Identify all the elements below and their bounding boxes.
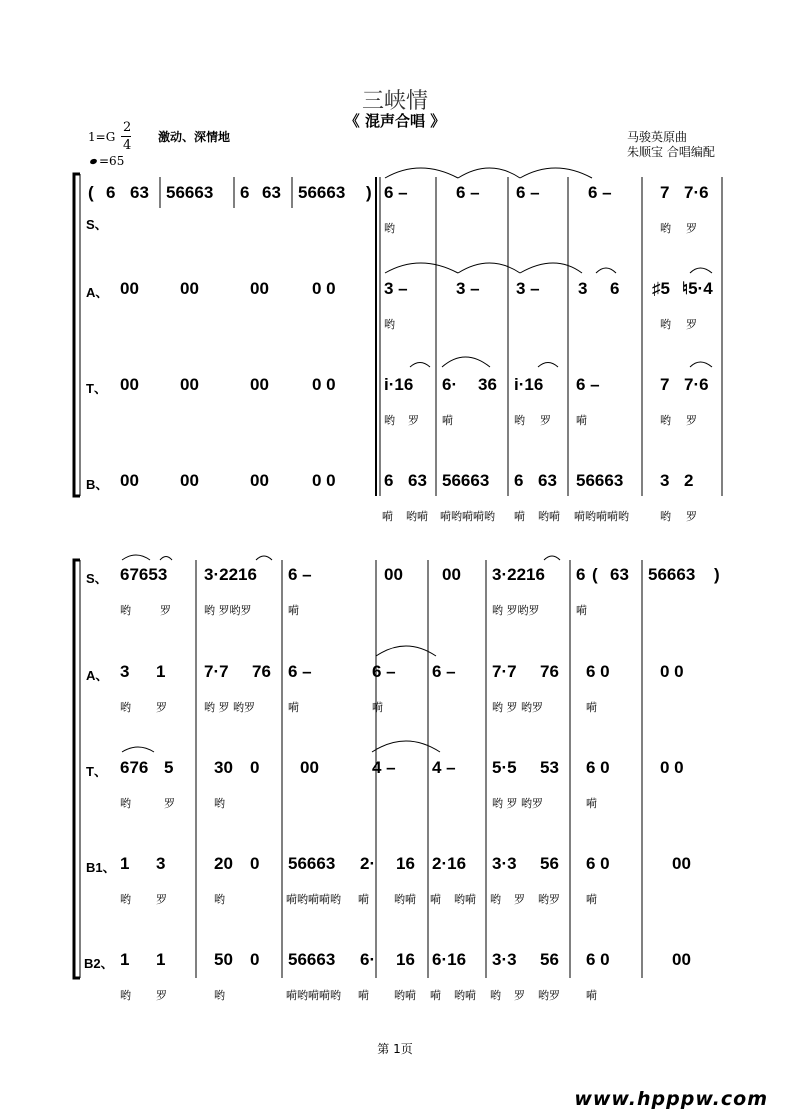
voice-label-bass: B、 (86, 477, 109, 492)
note: 6 – (576, 375, 600, 394)
note: 56663 (288, 950, 336, 969)
voice-label-soprano: S、 (86, 217, 108, 232)
note: 6 (240, 183, 250, 202)
lyric: 哟嗬 (454, 893, 476, 906)
note: 0 (250, 950, 260, 969)
note: 6· (360, 950, 376, 969)
composer-credit: 马骏英原曲 (627, 130, 688, 144)
lyric: 嗬 (586, 893, 597, 906)
lyric: 罗 (164, 797, 175, 810)
voice-label-bass2: B2、 (84, 956, 114, 971)
note: 1 (156, 662, 166, 681)
lyric: 哟嗬 (406, 510, 428, 523)
note: 0 0 (312, 375, 336, 394)
voice-label-tenor: T、 (86, 764, 107, 779)
lyric: 嗬哟嗬嗬哟 (286, 989, 341, 1002)
note: 7·6 (684, 375, 709, 394)
note: 6 (576, 565, 586, 584)
note: 6 (384, 471, 394, 490)
lyric: 哟 (660, 510, 671, 523)
lyric: 嗬 (586, 989, 597, 1002)
note: i·16 (384, 375, 414, 394)
lyric: 哟 罗 哟罗 (204, 701, 255, 714)
page-number: 第 1页 (377, 1042, 413, 1056)
note: 3 – (516, 279, 540, 298)
voice-label-alto: A、 (86, 285, 109, 300)
note: 00 (120, 375, 139, 394)
lyric: 嗬哟嗬嗬哟 (440, 510, 495, 523)
lyric: 哟 (384, 414, 395, 427)
paren-close: ) (714, 565, 720, 584)
lyric: 哟嗬 (394, 989, 416, 1002)
lyric: 罗 (686, 222, 697, 235)
note: 00 (672, 950, 691, 969)
note: 2· (360, 854, 376, 873)
score-subtitle: 《 混声合唱 》 (344, 112, 446, 130)
lyric: 哟 (120, 701, 131, 714)
note: 6 – (432, 662, 456, 681)
note: i·16 (514, 375, 544, 394)
note: 0 0 (660, 662, 684, 681)
note: 16 (396, 854, 415, 873)
lyric: 罗 (156, 893, 167, 906)
lyric: 哟 罗哟罗 (204, 604, 252, 617)
lyric: 嗬 (430, 893, 441, 906)
time-signature-top: 2 (123, 120, 132, 135)
note: 00 (180, 471, 199, 490)
note: 36 (478, 375, 497, 394)
note: 00 (442, 565, 461, 584)
lyric: 罗 (514, 989, 525, 1002)
score-title: 三峡情 (361, 89, 428, 114)
lyric: 嗬 (514, 510, 525, 523)
note: 00 (384, 565, 403, 584)
note: 1 (120, 950, 130, 969)
lyric: 哟 (490, 893, 501, 906)
lyric: 罗 (408, 414, 419, 427)
note: 4 – (432, 758, 456, 777)
lyric: 嗬 (442, 414, 453, 427)
lyric: 嗬 (372, 701, 383, 714)
note: 00 (300, 758, 319, 777)
note: 63 (130, 183, 149, 202)
note: 76 (252, 662, 271, 681)
lyric: 罗 (686, 414, 697, 427)
note: 56663 (298, 183, 346, 202)
lyric: 罗 (540, 414, 551, 427)
lyric: 哟罗 (538, 893, 560, 906)
lyric: 哟 (660, 222, 671, 235)
lyric: 哟 (214, 893, 225, 906)
note: 3·2216 (204, 565, 257, 584)
paren-close: ) (366, 183, 372, 202)
note: 7·7 (492, 662, 517, 681)
note: 63 (408, 471, 427, 490)
lyric: 嗬 (358, 893, 369, 906)
note: 0 (250, 758, 260, 777)
expression-marking: 激动、深情地 (158, 130, 231, 144)
note: 56663 (576, 471, 624, 490)
lyric: 罗 (514, 893, 525, 906)
lyric: 嗬 (288, 701, 299, 714)
note: 2 (684, 471, 694, 490)
note: 3·2216 (492, 565, 545, 584)
note: 16 (396, 950, 415, 969)
lyric: 嗬 (586, 701, 597, 714)
note: 1 (156, 950, 166, 969)
note: 3 – (456, 279, 480, 298)
lyric: 哟 (214, 797, 225, 810)
tempo-marking: =65 (99, 154, 125, 168)
note: 3 (120, 662, 130, 681)
note: 6· (442, 375, 458, 394)
note: 7 (660, 183, 670, 202)
note: 00 (250, 279, 269, 298)
note: 7·7 (204, 662, 229, 681)
note: 63 (262, 183, 281, 202)
note: 3 (578, 279, 588, 298)
note: 3·3 (492, 854, 517, 873)
site-watermark: www.hpppw.com (574, 1088, 768, 1110)
lyric: 哟嗬 (538, 510, 560, 523)
note: 0 0 (312, 279, 336, 298)
lyric: 嗬 (358, 989, 369, 1002)
paren-open: ( (592, 565, 598, 584)
note: 6 – (516, 183, 540, 202)
note: 0 (250, 854, 260, 873)
note: 6 0 (586, 758, 610, 777)
note: 63 (538, 471, 557, 490)
lyric: 罗 (160, 604, 171, 617)
note: 56 (540, 854, 559, 873)
note: 00 (120, 279, 139, 298)
note: 6 (610, 279, 620, 298)
note: 56663 (166, 183, 214, 202)
lyric: 哟 (384, 318, 395, 331)
note: 53 (540, 758, 559, 777)
lyric: 罗 (686, 510, 697, 523)
note: 50 (214, 950, 233, 969)
lyric: 哟 (660, 414, 671, 427)
note: 00 (120, 471, 139, 490)
lyric: 嗬哟嗬嗬哟 (286, 893, 341, 906)
note: 00 (180, 279, 199, 298)
lyric: 哟 (514, 414, 525, 427)
note: 6 – (288, 662, 312, 681)
lyric: 哟 罗 哟罗 (492, 701, 543, 714)
note: 00 (250, 471, 269, 490)
lyric: 哟 (490, 989, 501, 1002)
note: 5 (164, 758, 174, 777)
note: 00 (180, 375, 199, 394)
note: 2·16 (432, 854, 467, 873)
note: 56663 (442, 471, 490, 490)
lyric: 哟 (120, 893, 131, 906)
note: 676 (120, 758, 149, 777)
note: 00 (250, 375, 269, 394)
note: ♯5 (652, 279, 670, 298)
note: ♮5·4 (682, 279, 713, 298)
voice-label-bass1: B1、 (86, 860, 116, 875)
lyric: 嗬 (586, 797, 597, 810)
note: 76 (540, 662, 559, 681)
lyric: 罗 (686, 318, 697, 331)
lyric: 嗬 (382, 510, 393, 523)
note: 7 (660, 375, 670, 394)
lyric: 哟 (120, 989, 131, 1002)
lyric: 哟嗬 (454, 989, 476, 1002)
lyric: 哟 (384, 222, 395, 235)
note: 6 (106, 183, 116, 202)
lyric: 哟 (214, 989, 225, 1002)
voice-label-tenor: T、 (86, 381, 107, 396)
note: 30 (214, 758, 233, 777)
lyric: 哟 罗 哟罗 (492, 797, 543, 810)
lyric: 罗 (156, 701, 167, 714)
note: 4 – (372, 758, 396, 777)
note: 6 (514, 471, 524, 490)
note: 6 0 (586, 950, 610, 969)
note: 6 – (288, 565, 312, 584)
voice-label-soprano: S、 (86, 571, 108, 586)
note: 3·3 (492, 950, 517, 969)
lyric: 哟 罗哟罗 (492, 604, 540, 617)
note: 6 0 (586, 662, 610, 681)
note: 20 (214, 854, 233, 873)
note: 3 (660, 471, 670, 490)
note: 0 0 (312, 471, 336, 490)
note: 0 0 (660, 758, 684, 777)
note: 56663 (648, 565, 696, 584)
note: 1 (120, 854, 130, 873)
lyric: 嗬哟嗬嗬哟 (574, 510, 629, 523)
note: 56663 (288, 854, 336, 873)
note: 6 – (384, 183, 408, 202)
time-signature-bottom: 4 (123, 138, 132, 153)
note: 6 – (372, 662, 396, 681)
lyric: 哟罗 (538, 989, 560, 1002)
note: 6 0 (586, 854, 610, 873)
note: 5·5 (492, 758, 517, 777)
lyric: 哟 (660, 318, 671, 331)
lyric: 哟嗬 (394, 893, 416, 906)
voice-label-alto: A、 (86, 668, 109, 683)
lyric: 嗬 (576, 414, 587, 427)
lyric: 嗬 (430, 989, 441, 1002)
paren-open: ( (88, 183, 94, 202)
note: 6 – (588, 183, 612, 202)
note: 6 – (456, 183, 480, 202)
note: 67653 (120, 565, 168, 584)
note: 00 (672, 854, 691, 873)
lyric: 哟 (120, 604, 131, 617)
note: 63 (610, 565, 629, 584)
lyric: 罗 (156, 989, 167, 1002)
lyric: 嗬 (576, 604, 587, 617)
note: 7·6 (684, 183, 709, 202)
key-signature: 1=G (88, 130, 116, 144)
note: 6·16 (432, 950, 467, 969)
lyric: 哟 (120, 797, 131, 810)
lyric: 嗬 (288, 604, 299, 617)
note: 3 (156, 854, 166, 873)
note: 3 – (384, 279, 408, 298)
arranger-credit: 朱顺宝 合唱编配 (627, 145, 715, 159)
note: 56 (540, 950, 559, 969)
